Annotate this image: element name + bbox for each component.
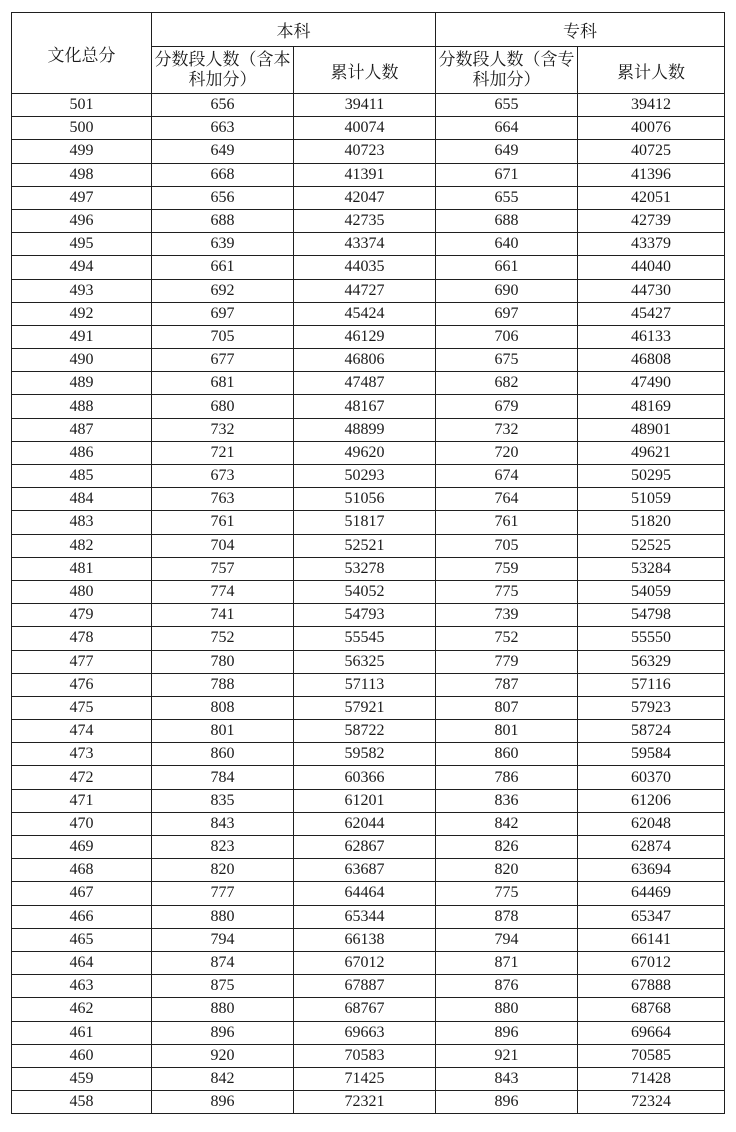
zhuanke-cumulative-cell: 44040 bbox=[578, 256, 725, 279]
zhuanke-cumulative-cell: 54798 bbox=[578, 604, 725, 627]
benke-cumulative-cell: 48899 bbox=[294, 418, 436, 441]
zhuanke-cumulative-cell: 68768 bbox=[578, 998, 725, 1021]
zhuanke-count-cell: 843 bbox=[436, 1067, 578, 1090]
benke-cumulative-cell: 44727 bbox=[294, 279, 436, 302]
zhuanke-count-cell: 655 bbox=[436, 94, 578, 117]
benke-count-cell: 668 bbox=[152, 163, 294, 186]
benke-cumulative-cell: 67887 bbox=[294, 975, 436, 998]
benke-count-cell: 920 bbox=[152, 1044, 294, 1067]
benke-cumulative-cell: 69663 bbox=[294, 1021, 436, 1044]
table-row bbox=[12, 395, 725, 418]
table-row bbox=[12, 720, 725, 743]
benke-count-cell: 823 bbox=[152, 836, 294, 859]
table-row bbox=[12, 951, 725, 974]
benke-cumulative-cell: 71425 bbox=[294, 1067, 436, 1090]
score-cell: 492 bbox=[12, 302, 152, 325]
score-cell: 485 bbox=[12, 465, 152, 488]
benke-cumulative-cell: 42047 bbox=[294, 186, 436, 209]
score-cell: 461 bbox=[12, 1021, 152, 1044]
score-cell: 466 bbox=[12, 905, 152, 928]
benke-count-cell: 741 bbox=[152, 604, 294, 627]
zhuanke-count-cell: 876 bbox=[436, 975, 578, 998]
score-cell: 498 bbox=[12, 163, 152, 186]
table-row bbox=[12, 928, 725, 951]
score-cell: 489 bbox=[12, 372, 152, 395]
benke-count-cell: 680 bbox=[152, 395, 294, 418]
table-row bbox=[12, 673, 725, 696]
zhuanke-count-cell: 775 bbox=[436, 882, 578, 905]
table-row bbox=[12, 998, 725, 1021]
zhuanke-count-cell: 787 bbox=[436, 673, 578, 696]
score-cell: 495 bbox=[12, 233, 152, 256]
table-body bbox=[12, 94, 725, 1114]
zhuanke-count-cell: 826 bbox=[436, 836, 578, 859]
benke-cumulative-cell: 46129 bbox=[294, 325, 436, 348]
table-row bbox=[12, 812, 725, 835]
table-row bbox=[12, 580, 725, 603]
benke-count-cell: 808 bbox=[152, 696, 294, 719]
table-row bbox=[12, 1067, 725, 1090]
zhuanke-cumulative-cell: 62048 bbox=[578, 812, 725, 835]
table-row bbox=[12, 836, 725, 859]
benke-cumulative-cell: 72321 bbox=[294, 1091, 436, 1114]
benke-count-cell: 774 bbox=[152, 580, 294, 603]
benke-cumulative-cell: 46806 bbox=[294, 349, 436, 372]
table-row bbox=[12, 186, 725, 209]
table-row bbox=[12, 94, 725, 117]
score-cell: 481 bbox=[12, 557, 152, 580]
benke-cumulative-cell: 52521 bbox=[294, 534, 436, 557]
zhuanke-cumulative-cell: 56329 bbox=[578, 650, 725, 673]
benke-cumulative-cell: 65344 bbox=[294, 905, 436, 928]
zhuanke-cumulative-cell: 58724 bbox=[578, 720, 725, 743]
score-cell: 458 bbox=[12, 1091, 152, 1114]
zhuanke-cumulative-cell: 61206 bbox=[578, 789, 725, 812]
zhuanke-cumulative-cell: 42051 bbox=[578, 186, 725, 209]
table-row bbox=[12, 302, 725, 325]
benke-count-cell: 663 bbox=[152, 117, 294, 140]
score-cell: 476 bbox=[12, 673, 152, 696]
benke-count-cell: 688 bbox=[152, 209, 294, 232]
zhuanke-cumulative-cell: 71428 bbox=[578, 1067, 725, 1090]
benke-cumulative-cell: 63687 bbox=[294, 859, 436, 882]
benke-cumulative-cell: 59582 bbox=[294, 743, 436, 766]
benke-cumulative-cell: 53278 bbox=[294, 557, 436, 580]
zhuanke-count-cell: 739 bbox=[436, 604, 578, 627]
benke-count-cell: 721 bbox=[152, 441, 294, 464]
benke-count-cell: 761 bbox=[152, 511, 294, 534]
zhuanke-cumulative-cell: 72324 bbox=[578, 1091, 725, 1114]
benke-count-cell: 896 bbox=[152, 1021, 294, 1044]
zhuanke-cumulative-cell: 66141 bbox=[578, 928, 725, 951]
zhuanke-count-cell: 860 bbox=[436, 743, 578, 766]
zhuanke-cumulative-cell: 48901 bbox=[578, 418, 725, 441]
table-row bbox=[12, 1021, 725, 1044]
table-row bbox=[12, 557, 725, 580]
benke-count-cell: 842 bbox=[152, 1067, 294, 1090]
zhuanke-cumulative-cell: 42739 bbox=[578, 209, 725, 232]
benke-cumulative-cell: 40074 bbox=[294, 117, 436, 140]
score-cell: 460 bbox=[12, 1044, 152, 1067]
zhuanke-count-cell: 764 bbox=[436, 488, 578, 511]
benke-cumulative-cell: 49620 bbox=[294, 441, 436, 464]
zhuanke-cumulative-cell: 47490 bbox=[578, 372, 725, 395]
table-row bbox=[12, 372, 725, 395]
benke-cumulative-cell: 66138 bbox=[294, 928, 436, 951]
benke-count-cell: 763 bbox=[152, 488, 294, 511]
score-cell: 478 bbox=[12, 627, 152, 650]
zhuanke-cumulative-cell: 51820 bbox=[578, 511, 725, 534]
score-cell: 463 bbox=[12, 975, 152, 998]
zhuanke-cumulative-cell: 60370 bbox=[578, 766, 725, 789]
benke-count-header: 分数段人数（含本科加分） bbox=[152, 47, 294, 94]
benke-count-cell: 896 bbox=[152, 1091, 294, 1114]
benke-count-cell: 656 bbox=[152, 94, 294, 117]
benke-count-cell: 794 bbox=[152, 928, 294, 951]
benke-count-cell: 752 bbox=[152, 627, 294, 650]
benke-count-cell: 757 bbox=[152, 557, 294, 580]
score-cell: 479 bbox=[12, 604, 152, 627]
zhuanke-cumulative-cell: 51059 bbox=[578, 488, 725, 511]
table-row bbox=[12, 859, 725, 882]
zhuanke-cumulative-cell: 52525 bbox=[578, 534, 725, 557]
zhuanke-cumulative-cell: 59584 bbox=[578, 743, 725, 766]
score-cell: 468 bbox=[12, 859, 152, 882]
score-column-header: 文化总分 bbox=[12, 13, 152, 94]
table-row bbox=[12, 325, 725, 348]
benke-cumulative-cell: 62867 bbox=[294, 836, 436, 859]
benke-count-cell: 788 bbox=[152, 673, 294, 696]
table-row bbox=[12, 140, 725, 163]
table-row bbox=[12, 511, 725, 534]
zhuanke-cumulative-cell: 63694 bbox=[578, 859, 725, 882]
benke-cumulative-cell: 44035 bbox=[294, 256, 436, 279]
benke-cumulative-cell: 55545 bbox=[294, 627, 436, 650]
zhuanke-cumulative-cell: 48169 bbox=[578, 395, 725, 418]
table-row bbox=[12, 696, 725, 719]
zhuanke-count-cell: 807 bbox=[436, 696, 578, 719]
benke-cumulative-cell: 62044 bbox=[294, 812, 436, 835]
table-row bbox=[12, 1091, 725, 1114]
score-cell: 475 bbox=[12, 696, 152, 719]
zhuanke-cumulative-cell: 62874 bbox=[578, 836, 725, 859]
table-row bbox=[12, 465, 725, 488]
benke-cumulative-cell: 57113 bbox=[294, 673, 436, 696]
score-cell: 486 bbox=[12, 441, 152, 464]
benke-count-cell: 875 bbox=[152, 975, 294, 998]
benke-cumulative-cell: 61201 bbox=[294, 789, 436, 812]
benke-cumulative-cell: 43374 bbox=[294, 233, 436, 256]
score-cell: 482 bbox=[12, 534, 152, 557]
zhuanke-count-cell: 820 bbox=[436, 859, 578, 882]
table-row bbox=[12, 627, 725, 650]
benke-cumulative-cell: 57921 bbox=[294, 696, 436, 719]
score-cell: 500 bbox=[12, 117, 152, 140]
benke-count-cell: 692 bbox=[152, 279, 294, 302]
zhuanke-cumulative-cell: 43379 bbox=[578, 233, 725, 256]
zhuanke-cumulative-cell: 40076 bbox=[578, 117, 725, 140]
benke-cumulative-cell: 39411 bbox=[294, 94, 436, 117]
zhuanke-cumulative-cell: 49621 bbox=[578, 441, 725, 464]
zhuanke-cumulative-cell: 65347 bbox=[578, 905, 725, 928]
zhuanke-cumulative-cell: 45427 bbox=[578, 302, 725, 325]
zhuanke-count-cell: 671 bbox=[436, 163, 578, 186]
zhuanke-count-cell: 679 bbox=[436, 395, 578, 418]
table-row bbox=[12, 163, 725, 186]
benke-count-cell: 880 bbox=[152, 998, 294, 1021]
benke-cumulative-cell: 48167 bbox=[294, 395, 436, 418]
zhuanke-cumulative-cell: 39412 bbox=[578, 94, 725, 117]
score-cell: 484 bbox=[12, 488, 152, 511]
table-row bbox=[12, 905, 725, 928]
benke-cumulative-cell: 50293 bbox=[294, 465, 436, 488]
score-distribution-table bbox=[11, 12, 725, 1114]
benke-count-cell: 874 bbox=[152, 951, 294, 974]
benke-cumulative-cell: 58722 bbox=[294, 720, 436, 743]
score-cell: 490 bbox=[12, 349, 152, 372]
table-row bbox=[12, 488, 725, 511]
benke-count-cell: 697 bbox=[152, 302, 294, 325]
zhuanke-count-cell: 878 bbox=[436, 905, 578, 928]
table-row bbox=[12, 256, 725, 279]
zhuanke-count-cell: 664 bbox=[436, 117, 578, 140]
zhuanke-cumulative-cell: 57923 bbox=[578, 696, 725, 719]
zhuanke-count-cell: 682 bbox=[436, 372, 578, 395]
benke-count-cell: 673 bbox=[152, 465, 294, 488]
zhuanke-count-cell: 706 bbox=[436, 325, 578, 348]
zhuanke-count-header: 分数段人数（含专科加分） bbox=[436, 47, 578, 94]
zhuanke-count-cell: 640 bbox=[436, 233, 578, 256]
benke-count-cell: 704 bbox=[152, 534, 294, 557]
zhuanke-count-cell: 794 bbox=[436, 928, 578, 951]
benke-count-cell: 649 bbox=[152, 140, 294, 163]
score-cell: 501 bbox=[12, 94, 152, 117]
benke-count-cell: 639 bbox=[152, 233, 294, 256]
table-row bbox=[12, 882, 725, 905]
zhuanke-cumulative-cell: 46133 bbox=[578, 325, 725, 348]
table-row bbox=[12, 117, 725, 140]
zhuanke-cumulative-cell: 44730 bbox=[578, 279, 725, 302]
zhuanke-cumulative-cell: 64469 bbox=[578, 882, 725, 905]
benke-count-cell: 681 bbox=[152, 372, 294, 395]
score-cell: 480 bbox=[12, 580, 152, 603]
table-row bbox=[12, 534, 725, 557]
benke-count-cell: 661 bbox=[152, 256, 294, 279]
benke-cumulative-cell: 67012 bbox=[294, 951, 436, 974]
benke-cumulative-cell: 51817 bbox=[294, 511, 436, 534]
zhuanke-count-cell: 779 bbox=[436, 650, 578, 673]
zhuanke-count-cell: 705 bbox=[436, 534, 578, 557]
zhuanke-count-cell: 896 bbox=[436, 1021, 578, 1044]
table-row bbox=[12, 650, 725, 673]
zhuanke-cumulative-cell: 46808 bbox=[578, 349, 725, 372]
zhuanke-cumulative-cell: 41396 bbox=[578, 163, 725, 186]
benke-count-cell: 784 bbox=[152, 766, 294, 789]
table-row bbox=[12, 279, 725, 302]
benke-cumulative-cell: 70583 bbox=[294, 1044, 436, 1067]
table-row bbox=[12, 1044, 725, 1067]
zhuanke-count-cell: 761 bbox=[436, 511, 578, 534]
score-cell: 471 bbox=[12, 789, 152, 812]
zhuanke-cumulative-cell: 57116 bbox=[578, 673, 725, 696]
zhuanke-count-cell: 921 bbox=[436, 1044, 578, 1067]
benke-cumulative-cell: 45424 bbox=[294, 302, 436, 325]
zhuanke-count-cell: 752 bbox=[436, 627, 578, 650]
benke-cumulative-cell: 42735 bbox=[294, 209, 436, 232]
zhuanke-count-cell: 690 bbox=[436, 279, 578, 302]
score-cell: 488 bbox=[12, 395, 152, 418]
benke-count-cell: 843 bbox=[152, 812, 294, 835]
score-cell: 491 bbox=[12, 325, 152, 348]
zhuanke-cumulative-cell: 70585 bbox=[578, 1044, 725, 1067]
benke-cumulative-cell: 40723 bbox=[294, 140, 436, 163]
score-cell: 470 bbox=[12, 812, 152, 835]
score-cell: 467 bbox=[12, 882, 152, 905]
benke-cumulative-cell: 54052 bbox=[294, 580, 436, 603]
benke-count-cell: 820 bbox=[152, 859, 294, 882]
benke-count-cell: 777 bbox=[152, 882, 294, 905]
benke-count-cell: 732 bbox=[152, 418, 294, 441]
benke-cumulative-cell: 54793 bbox=[294, 604, 436, 627]
zhuanke-cumulative-cell: 67012 bbox=[578, 951, 725, 974]
benke-cumulative-header: 累计人数 bbox=[294, 47, 436, 94]
zhuanke-count-cell: 842 bbox=[436, 812, 578, 835]
benke-count-cell: 705 bbox=[152, 325, 294, 348]
benke-cumulative-cell: 41391 bbox=[294, 163, 436, 186]
zhuanke-cumulative-cell: 53284 bbox=[578, 557, 725, 580]
zhuanke-count-cell: 759 bbox=[436, 557, 578, 580]
table-row bbox=[12, 604, 725, 627]
benke-cumulative-cell: 47487 bbox=[294, 372, 436, 395]
zhuanke-count-cell: 880 bbox=[436, 998, 578, 1021]
benke-cumulative-cell: 60366 bbox=[294, 766, 436, 789]
zhuanke-count-cell: 836 bbox=[436, 789, 578, 812]
score-cell: 483 bbox=[12, 511, 152, 534]
table-row bbox=[12, 233, 725, 256]
zhuanke-group-header: 专科 bbox=[436, 13, 725, 47]
zhuanke-count-cell: 655 bbox=[436, 186, 578, 209]
benke-cumulative-cell: 64464 bbox=[294, 882, 436, 905]
zhuanke-cumulative-header: 累计人数 bbox=[578, 47, 725, 94]
zhuanke-count-cell: 775 bbox=[436, 580, 578, 603]
benke-count-cell: 880 bbox=[152, 905, 294, 928]
score-cell: 464 bbox=[12, 951, 152, 974]
score-cell: 493 bbox=[12, 279, 152, 302]
benke-count-cell: 801 bbox=[152, 720, 294, 743]
zhuanke-cumulative-cell: 50295 bbox=[578, 465, 725, 488]
score-cell: 465 bbox=[12, 928, 152, 951]
score-cell: 474 bbox=[12, 720, 152, 743]
benke-count-cell: 860 bbox=[152, 743, 294, 766]
score-cell: 473 bbox=[12, 743, 152, 766]
zhuanke-count-cell: 732 bbox=[436, 418, 578, 441]
score-cell: 477 bbox=[12, 650, 152, 673]
table-row bbox=[12, 789, 725, 812]
table-row bbox=[12, 975, 725, 998]
table-row bbox=[12, 349, 725, 372]
score-cell: 469 bbox=[12, 836, 152, 859]
score-cell: 494 bbox=[12, 256, 152, 279]
zhuanke-count-cell: 801 bbox=[436, 720, 578, 743]
score-cell: 459 bbox=[12, 1067, 152, 1090]
table-header bbox=[12, 13, 725, 94]
table-row bbox=[12, 743, 725, 766]
zhuanke-count-cell: 675 bbox=[436, 349, 578, 372]
zhuanke-count-cell: 688 bbox=[436, 209, 578, 232]
score-cell: 497 bbox=[12, 186, 152, 209]
table-row bbox=[12, 418, 725, 441]
score-cell: 499 bbox=[12, 140, 152, 163]
benke-count-cell: 835 bbox=[152, 789, 294, 812]
zhuanke-count-cell: 786 bbox=[436, 766, 578, 789]
benke-cumulative-cell: 51056 bbox=[294, 488, 436, 511]
benke-cumulative-cell: 56325 bbox=[294, 650, 436, 673]
zhuanke-cumulative-cell: 54059 bbox=[578, 580, 725, 603]
table-row bbox=[12, 209, 725, 232]
benke-count-cell: 780 bbox=[152, 650, 294, 673]
zhuanke-count-cell: 896 bbox=[436, 1091, 578, 1114]
zhuanke-count-cell: 697 bbox=[436, 302, 578, 325]
benke-count-cell: 656 bbox=[152, 186, 294, 209]
benke-cumulative-cell: 68767 bbox=[294, 998, 436, 1021]
table-row bbox=[12, 441, 725, 464]
table-row bbox=[12, 766, 725, 789]
score-cell: 462 bbox=[12, 998, 152, 1021]
zhuanke-count-cell: 649 bbox=[436, 140, 578, 163]
zhuanke-count-cell: 674 bbox=[436, 465, 578, 488]
zhuanke-count-cell: 661 bbox=[436, 256, 578, 279]
score-cell: 472 bbox=[12, 766, 152, 789]
score-cell: 496 bbox=[12, 209, 152, 232]
benke-count-cell: 677 bbox=[152, 349, 294, 372]
zhuanke-count-cell: 720 bbox=[436, 441, 578, 464]
zhuanke-cumulative-cell: 67888 bbox=[578, 975, 725, 998]
zhuanke-count-cell: 871 bbox=[436, 951, 578, 974]
score-cell: 487 bbox=[12, 418, 152, 441]
zhuanke-cumulative-cell: 55550 bbox=[578, 627, 725, 650]
zhuanke-cumulative-cell: 69664 bbox=[578, 1021, 725, 1044]
benke-group-header: 本科 bbox=[152, 13, 436, 47]
zhuanke-cumulative-cell: 40725 bbox=[578, 140, 725, 163]
